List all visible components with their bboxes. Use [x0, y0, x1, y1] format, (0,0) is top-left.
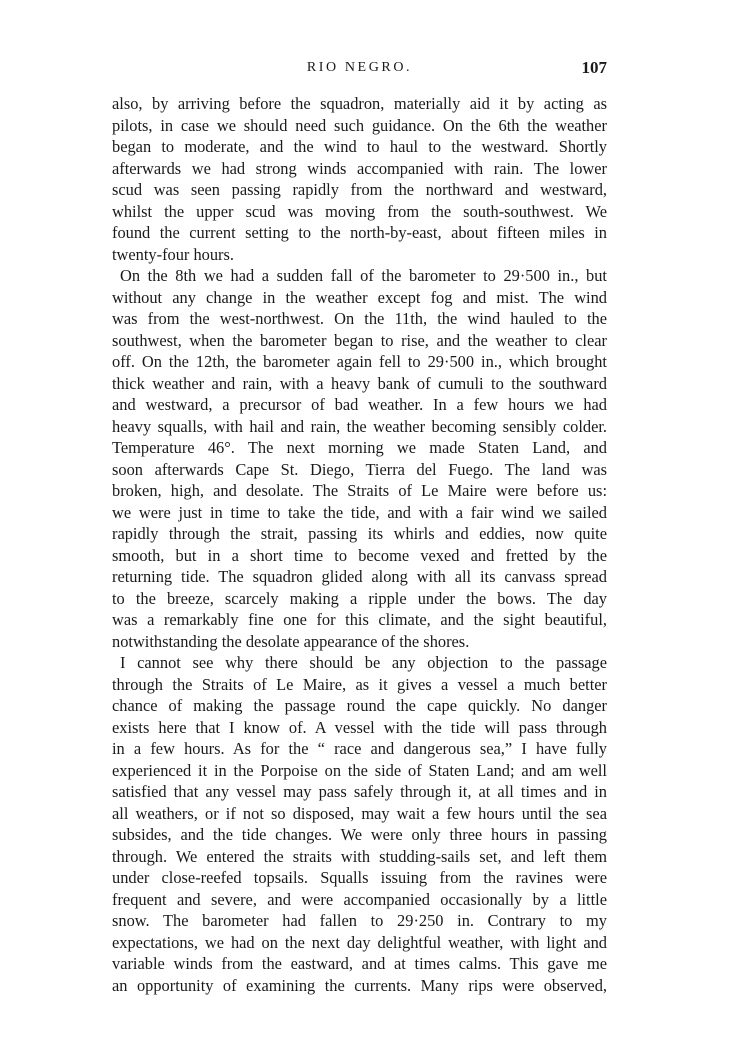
text-line: was from the west-northwest. On the 11th, the wind hauled to the	[112, 309, 607, 328]
text-line: and westward, a precursor of bad weather. In a few hours we had	[112, 395, 607, 414]
running-head	[112, 58, 607, 82]
text-line: exists here that I know of. A vessel with the tide will pass through	[112, 717, 607, 737]
paragraph-start-line: I cannot see why there should be any objection to the passage	[120, 653, 607, 672]
text-line: twenty-four hours.	[112, 244, 234, 264]
text-line: found the current setting to the north-by-east, about fifteen miles in	[112, 223, 607, 242]
text-line: notwithstanding the desolate appearance of the shores.	[112, 631, 470, 651]
text-line: soon afterwards Cape St. Diego, Tierra del Fuego. The land was	[112, 459, 607, 479]
text-line: chance of making the passage round the cape quickly. No danger	[112, 696, 607, 715]
text-line: under close-reefed topsails. Squalls issuing from the ravines were	[112, 868, 607, 887]
text-line: Temperature 46°. The next morning we made Staten Land, and	[112, 438, 607, 457]
text-line: satisfied that any vessel may pass safely through it, at all times and in	[112, 782, 607, 801]
text-line: afterwards we had strong winds accompanied with rain. The lower	[112, 158, 607, 178]
paragraph-start-line: On the 8th we had a sudden fall of the barometer to 29·500 in., but	[120, 266, 607, 285]
body-text	[112, 93, 607, 996]
text-line: without any change in the weather except fog and mist. The wind	[112, 287, 607, 307]
text-line: snow. The barometer had fallen to 29·250 in. Contrary to my	[112, 911, 607, 930]
running-title: RIO NEGRO.	[306, 60, 413, 75]
text-line: through. We entered the straits with studding-sails set, and left them	[112, 846, 607, 866]
text-line: variable winds from the eastward, and at times calms. This gave me	[112, 954, 607, 973]
text-line: off. On the 12th, the barometer again fell to 29·500 in., which brought	[112, 352, 607, 371]
text-line: in a few hours. As for the “ race and dangerous sea,” I have fully	[112, 739, 607, 758]
text-line: was a remarkably fine one for this climate, and the sight beautiful,	[112, 610, 607, 629]
text-line: heavy squalls, with hail and rain, the weather becoming sensibly colder.	[112, 416, 607, 436]
page-number: 107	[581, 58, 607, 77]
text-line: began to moderate, and the wind to haul to the westward. Shortly	[112, 137, 607, 156]
text-line: to the breeze, scarcely making a ripple under the bows. The day	[112, 588, 607, 608]
text-line: through the Straits of Le Maire, as it gives a vessel a much better	[112, 674, 607, 694]
text-line: smooth, but in a short time to become vexed and fretted by the	[112, 545, 607, 565]
text-line: rapidly through the strait, passing its whirls and eddies, now quite	[112, 524, 607, 543]
text-line: all weathers, or if not so disposed, may wait a few hours until the sea	[112, 803, 607, 823]
text-line: an opportunity of examining the currents. Many rips were observed,	[112, 975, 607, 995]
text-line: thick weather and rain, with a heavy bank of cumuli to the southward	[112, 373, 607, 393]
text-line: scud was seen passing rapidly from the northward and westward,	[112, 180, 607, 199]
text-line: subsides, and the tide changes. We were only three hours in passing	[112, 825, 607, 844]
text-line: we were just in time to take the tide, and with a fair wind we sailed	[112, 502, 607, 522]
text-line: expectations, we had on the next day delightful weather, with light and	[112, 932, 607, 952]
text-line: returning tide. The squadron glided along with all its canvass spread	[112, 567, 607, 586]
text-line: whilst the upper scud was moving from the south-southwest. We	[112, 201, 607, 221]
text-line: also, by arriving before the squadron, materially aid it by acting as	[112, 94, 607, 113]
text-line: frequent and severe, and were accompanied occasionally by a little	[112, 889, 607, 909]
text-line: southwest, when the barometer began to rise, and the weather to clear	[112, 330, 607, 350]
text-line: pilots, in case we should need such guidance. On the 6th the weather	[112, 115, 607, 135]
text-line: experienced it in the Porpoise on the side of Staten Land; and am well	[112, 760, 607, 780]
text-line: broken, high, and desolate. The Straits of Le Maire were before us:	[112, 481, 607, 500]
